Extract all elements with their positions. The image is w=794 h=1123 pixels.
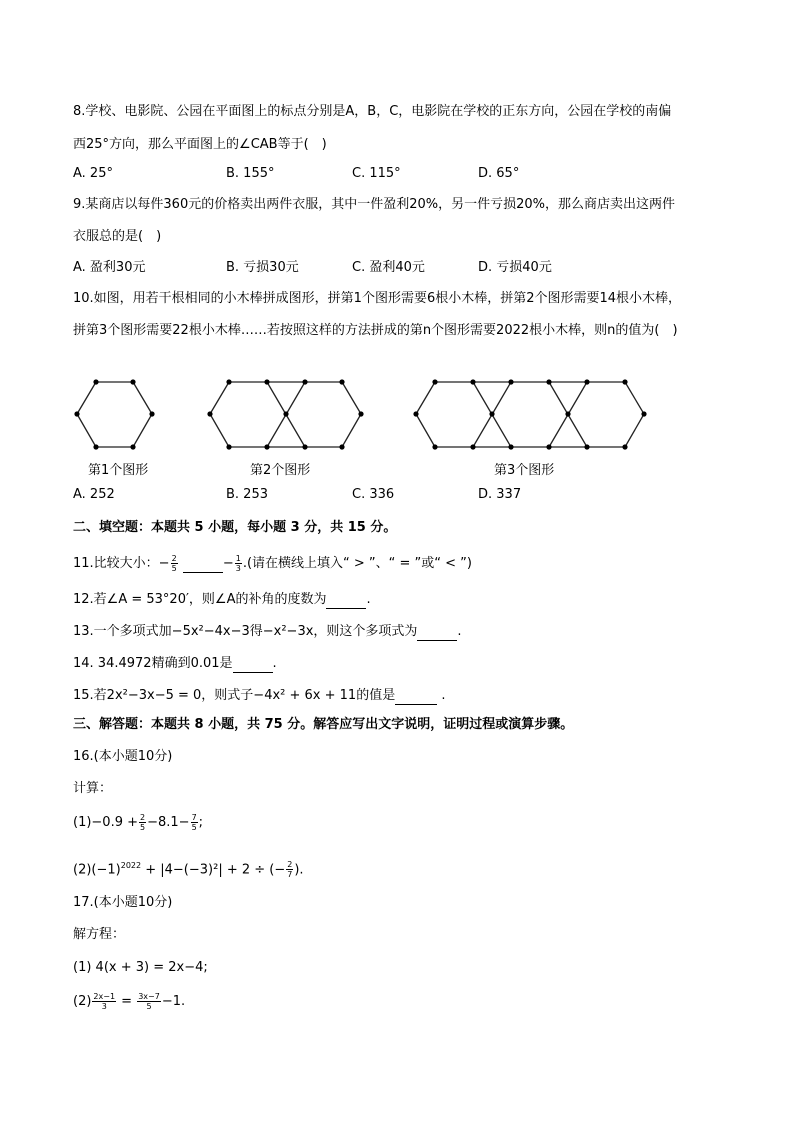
q15-answer-blank[interactable] [395, 704, 437, 705]
q16-p2-exponent: 2022 [120, 861, 142, 870]
q12 [73, 591, 371, 609]
q17-p2-f1-den: 3 [101, 1002, 107, 1011]
q9-line1: 9.某商店以每件360元的价格卖出两件衣服，其中一件盈利20%，另一件亏损20%，那么商店卖出这两件 [73, 197, 676, 212]
q11 [73, 554, 472, 573]
q11-prefix: 11.比较大小：− [73, 556, 170, 571]
q17-title: 17.(本小题10分) [73, 895, 173, 910]
q16-p1-c: ; [198, 815, 204, 830]
q16-p1-f1-num: 2 [140, 813, 146, 822]
q16-p1-f1-den: 5 [140, 823, 146, 832]
q14-suffix: . [272, 656, 277, 671]
q16-p2-b: + |4−(−3)²| + 2 ÷ (− [141, 862, 286, 878]
q10-caption-3: 第3个图形 [494, 463, 555, 478]
q17-p2-a: (2) [73, 994, 92, 1009]
q10-caption-2: 第2个图形 [250, 463, 311, 478]
q11-f1-den: 5 [171, 564, 177, 573]
q11-f2-num: 1 [235, 554, 241, 563]
q12-answer-blank[interactable] [326, 608, 366, 609]
q10-option-d: D. 337 [478, 487, 522, 502]
q16-p2-f-den: 7 [287, 870, 293, 880]
q11-fraction-2 [235, 554, 242, 573]
q9-line2: 衣服总的是( ) [73, 229, 162, 244]
q16-p2-c: ). [294, 862, 304, 878]
q16-p2-fraction [286, 860, 293, 879]
q11-mid: − [222, 556, 234, 571]
section-3-heading: 三、解答题：本题共 8 小题，共 75 分。解答应写出文字说明，证明过程或演算步骤。 [73, 717, 574, 732]
q9-option-d: D. 亏损40元 [478, 260, 552, 275]
q10-caption-1: 第1个图形 [88, 463, 149, 478]
q15-prefix: 15.若2x²−3x−5 = 0，则式子−4x² + 6x + 11的值是 [73, 688, 396, 703]
q11-fraction-1 [171, 554, 178, 573]
q16-p1-f2-den: 5 [191, 823, 197, 832]
q17-p2-b: = [117, 994, 137, 1009]
q8-option-c: C. 115° [352, 166, 401, 181]
q9-option-a: A. 盈利30元 [73, 260, 146, 275]
q16-title: 16.(本小题10分) [73, 749, 173, 764]
q10-figures [0, 370, 794, 460]
q16-part1 [73, 813, 203, 832]
q16-p2-a: (2)(−1) [73, 862, 121, 878]
q17-instruction: 解方程： [73, 927, 126, 942]
q15-suffix: . [437, 688, 446, 703]
q13 [73, 623, 462, 641]
q8-option-d: D. 65° [478, 166, 520, 181]
q10-line2: 拼第3个图形需要22根小木棒……若按照这样的方法拼成的第n个图形需要2022根小木棒，则n的值为( ) [73, 323, 678, 338]
q8-line1: 8.学校、电影院、公园在平面图上的标点分别是A，B，C，电影院在学校的正东方向，公园在学校的南偏 [73, 104, 672, 119]
q10-line1: 10.如图，用若干根相同的小木棒拼成图形，拼第1个图形需要6根小木棒，拼第2个图形需要14根小木棒， [73, 291, 682, 306]
q16-part2 [73, 857, 304, 879]
q17-part2 [73, 992, 185, 1011]
q16-p1-fraction-1 [139, 813, 146, 832]
q10-option-b: B. 253 [226, 487, 268, 502]
figure-1 [74, 379, 154, 449]
q14-answer-blank[interactable] [233, 672, 273, 673]
q13-suffix: . [457, 624, 462, 639]
q17-p2-c: −1. [161, 994, 186, 1009]
q17-p2-fraction-1 [92, 992, 116, 1011]
q8-line2: 西25°方向，那么平面图上的∠CAB等于( ) [73, 137, 327, 152]
q11-f2-den: 3 [235, 564, 241, 573]
q14 [73, 655, 277, 673]
q8-option-a: A. 25° [73, 166, 113, 181]
q17-p2-f2-den: 5 [146, 1002, 152, 1011]
q12-suffix: . [366, 592, 371, 607]
q12-prefix: 12.若∠A = 53°20′，则∠A的补角的度数为 [73, 592, 327, 607]
q16-p2-f-num: 2 [287, 860, 293, 870]
section-2-heading: 二、填空题：本题共 5 小题，每小题 3 分，共 15 分。 [73, 520, 397, 535]
q16-p1-f2-num: 7 [191, 813, 197, 822]
q16-p1-fraction-2 [191, 813, 198, 832]
q16-p1-a: (1)−0.9 + [73, 815, 139, 830]
q8-option-b: B. 155° [226, 166, 275, 181]
q14-prefix: 14. 34.4972精确到0.01是 [73, 656, 233, 671]
q11-f1-num: 2 [171, 554, 177, 563]
q13-answer-blank[interactable] [417, 640, 457, 641]
q10-option-c: C. 336 [352, 487, 395, 502]
figure-2 [207, 379, 363, 449]
q16-instruction: 计算： [73, 781, 113, 796]
figure-3 [413, 379, 646, 449]
q17-p2-f2-num: 3x−7 [138, 992, 160, 1001]
q17-p2-fraction-2 [137, 992, 161, 1011]
q15 [73, 687, 445, 705]
q17-part1: (1) 4(x + 3) = 2x−4; [73, 960, 208, 975]
q16-p1-b: −8.1− [147, 815, 190, 830]
q11-answer-blank[interactable] [183, 572, 223, 573]
q10-option-a: A. 252 [73, 487, 115, 502]
q9-option-c: C. 盈利40元 [352, 260, 425, 275]
q17-p2-f1-num: 2x−1 [93, 992, 116, 1001]
q11-suffix: .(请在横线上填入“ > ”、“ = ”或“ < ”) [242, 556, 472, 571]
q13-prefix: 13.一个多项式加−5x²−4x−3得−x²−3x，则这个多项式为 [73, 624, 418, 639]
q9-option-b: B. 亏损30元 [226, 260, 299, 275]
